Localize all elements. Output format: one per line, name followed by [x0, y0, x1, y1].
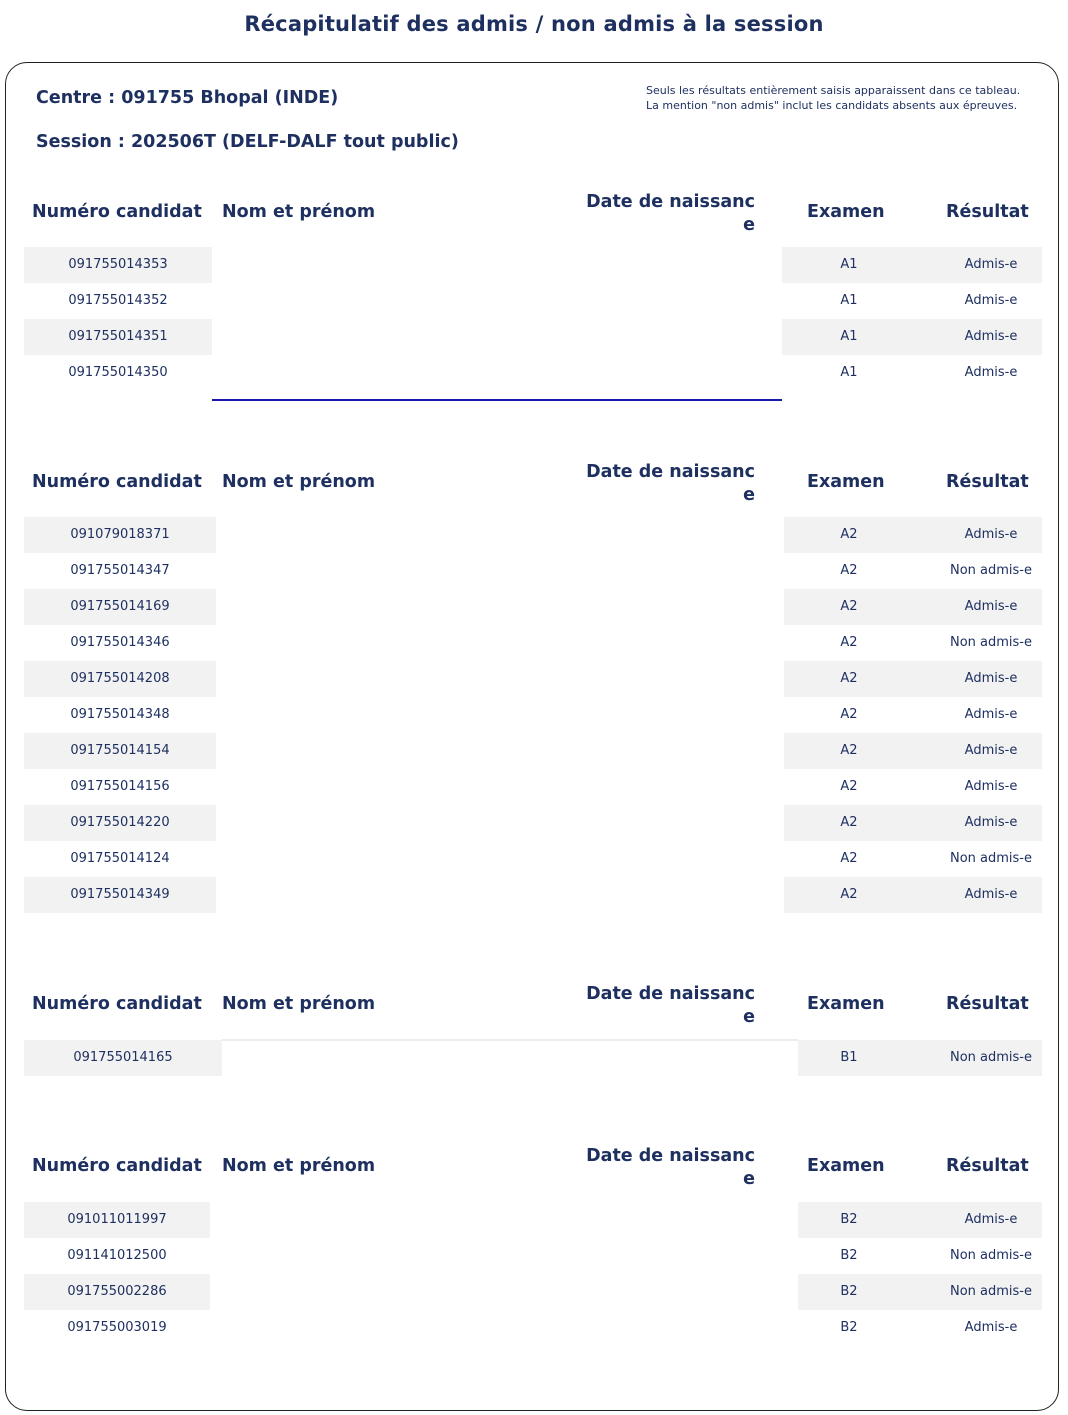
- candidate-number: 091755003019: [67, 1320, 167, 1335]
- exam-level: B1: [840, 1050, 858, 1065]
- header-date-line-1: Date de naissanc: [586, 1146, 755, 1166]
- result-status: Non admis-e: [949, 1050, 1032, 1065]
- page-title: Récapitulatif des admis / non admis à la session: [244, 12, 824, 36]
- table-divider-blue: [212, 399, 782, 401]
- header-nom-prenom: Nom et prénom: [222, 1156, 376, 1176]
- header-nom-prenom: Nom et prénom: [222, 994, 376, 1014]
- result-status: Admis-e: [964, 887, 1018, 902]
- header-date-naissance: [560, 461, 755, 507]
- header-examen: Examen: [807, 994, 885, 1014]
- exam-level: A1: [840, 257, 858, 272]
- header-numero-candidat: Numéro candidat: [32, 202, 202, 222]
- exam-level: A2: [840, 599, 858, 614]
- candidate-number: 091755014154: [70, 743, 170, 758]
- result-status: Admis-e: [964, 293, 1018, 308]
- info-note-line-2: La mention "non admis" inclut les candidats absents aux épreuves.: [646, 98, 1018, 112]
- header-date-line-2: e: [743, 485, 755, 505]
- candidate-number: 091755014346: [70, 635, 170, 650]
- candidate-number: 091755014348: [70, 707, 170, 722]
- candidate-number: 091755014347: [70, 563, 170, 578]
- header-resultat: Résultat: [946, 472, 1029, 492]
- header-nom-prenom: Nom et prénom: [222, 472, 376, 492]
- candidate-number: 091755014351: [68, 329, 168, 344]
- header-numero-candidat: Numéro candidat: [32, 994, 202, 1014]
- header-date-line-1: Date de naissanc: [586, 984, 755, 1004]
- info-note: [646, 84, 1020, 113]
- result-status: Admis-e: [964, 743, 1018, 758]
- exam-level: B2: [840, 1212, 858, 1227]
- exam-level: B2: [840, 1320, 858, 1335]
- header-resultat: Résultat: [946, 202, 1029, 222]
- candidate-number: 091755014352: [68, 293, 168, 308]
- result-status: Admis-e: [964, 1212, 1018, 1227]
- header-examen: Examen: [807, 1156, 885, 1176]
- exam-level: A2: [840, 563, 858, 578]
- exam-level: B2: [840, 1248, 858, 1263]
- result-status: Admis-e: [964, 815, 1018, 830]
- result-status: Admis-e: [964, 329, 1018, 344]
- centre-label: Centre : 091755 Bhopal (INDE): [36, 88, 339, 108]
- exam-level: A2: [840, 815, 858, 830]
- exam-level: A2: [840, 707, 858, 722]
- candidate-number: 091755014208: [70, 671, 170, 686]
- candidate-number: 091011011997: [67, 1212, 167, 1227]
- exam-level: A2: [840, 743, 858, 758]
- exam-level: A2: [840, 887, 858, 902]
- result-status: Admis-e: [964, 257, 1018, 272]
- candidate-number: 091755014156: [70, 779, 170, 794]
- result-status: Admis-e: [964, 707, 1018, 722]
- header-examen: Examen: [807, 472, 885, 492]
- exam-level: A2: [840, 527, 858, 542]
- result-status: Admis-e: [964, 599, 1018, 614]
- table-divider-grey: [222, 1039, 798, 1041]
- candidate-number: 091755014220: [70, 815, 170, 830]
- header-date-naissance: [560, 1145, 755, 1191]
- candidate-number: 091755014165: [73, 1050, 173, 1065]
- header-date-line-1: Date de naissanc: [586, 192, 755, 212]
- exam-level: B2: [840, 1284, 858, 1299]
- header-resultat: Résultat: [946, 994, 1029, 1014]
- result-status: Admis-e: [964, 671, 1018, 686]
- result-status: Non admis-e: [949, 1284, 1032, 1299]
- candidate-number: 091755014169: [70, 599, 170, 614]
- exam-level: A1: [840, 293, 858, 308]
- exam-level: A2: [840, 779, 858, 794]
- result-status: Admis-e: [964, 527, 1018, 542]
- result-status: Non admis-e: [949, 851, 1032, 866]
- session-label: Session : 202506T (DELF-DALF tout public): [36, 132, 459, 152]
- exam-level: A2: [840, 671, 858, 686]
- header-examen: Examen: [807, 202, 885, 222]
- info-note-line-1: Seuls les résultats entièrement saisis apparaissent dans ce tableau.: [646, 84, 1021, 97]
- candidate-number: 091755014353: [68, 257, 168, 272]
- header-numero-candidat: Numéro candidat: [32, 1156, 202, 1176]
- header-date-line-1: Date de naissanc: [586, 462, 755, 482]
- exam-level: A1: [840, 365, 858, 380]
- exam-level: A2: [840, 635, 858, 650]
- header-date-line-2: e: [743, 1169, 755, 1189]
- exam-level: A1: [840, 329, 858, 344]
- header-date-naissance: [560, 191, 755, 237]
- header-nom-prenom: Nom et prénom: [222, 202, 376, 222]
- result-status: Admis-e: [964, 365, 1018, 380]
- candidate-number: 091755014124: [70, 851, 170, 866]
- header-numero-candidat: Numéro candidat: [32, 472, 202, 492]
- header-date-naissance: [560, 983, 755, 1029]
- candidate-number: 091755014349: [70, 887, 170, 902]
- candidate-number: 091079018371: [70, 527, 170, 542]
- candidate-number: 091755002286: [67, 1284, 167, 1299]
- result-status: Non admis-e: [949, 1248, 1032, 1263]
- header-date-line-2: e: [743, 215, 755, 235]
- header-resultat: Résultat: [946, 1156, 1029, 1176]
- exam-level: A2: [840, 851, 858, 866]
- result-status: Non admis-e: [949, 563, 1032, 578]
- result-status: Admis-e: [964, 779, 1018, 794]
- header-date-line-2: e: [743, 1007, 755, 1027]
- result-status: Admis-e: [964, 1320, 1018, 1335]
- candidate-number: 091755014350: [68, 365, 168, 380]
- candidate-number: 091141012500: [67, 1248, 167, 1263]
- result-status: Non admis-e: [949, 635, 1032, 650]
